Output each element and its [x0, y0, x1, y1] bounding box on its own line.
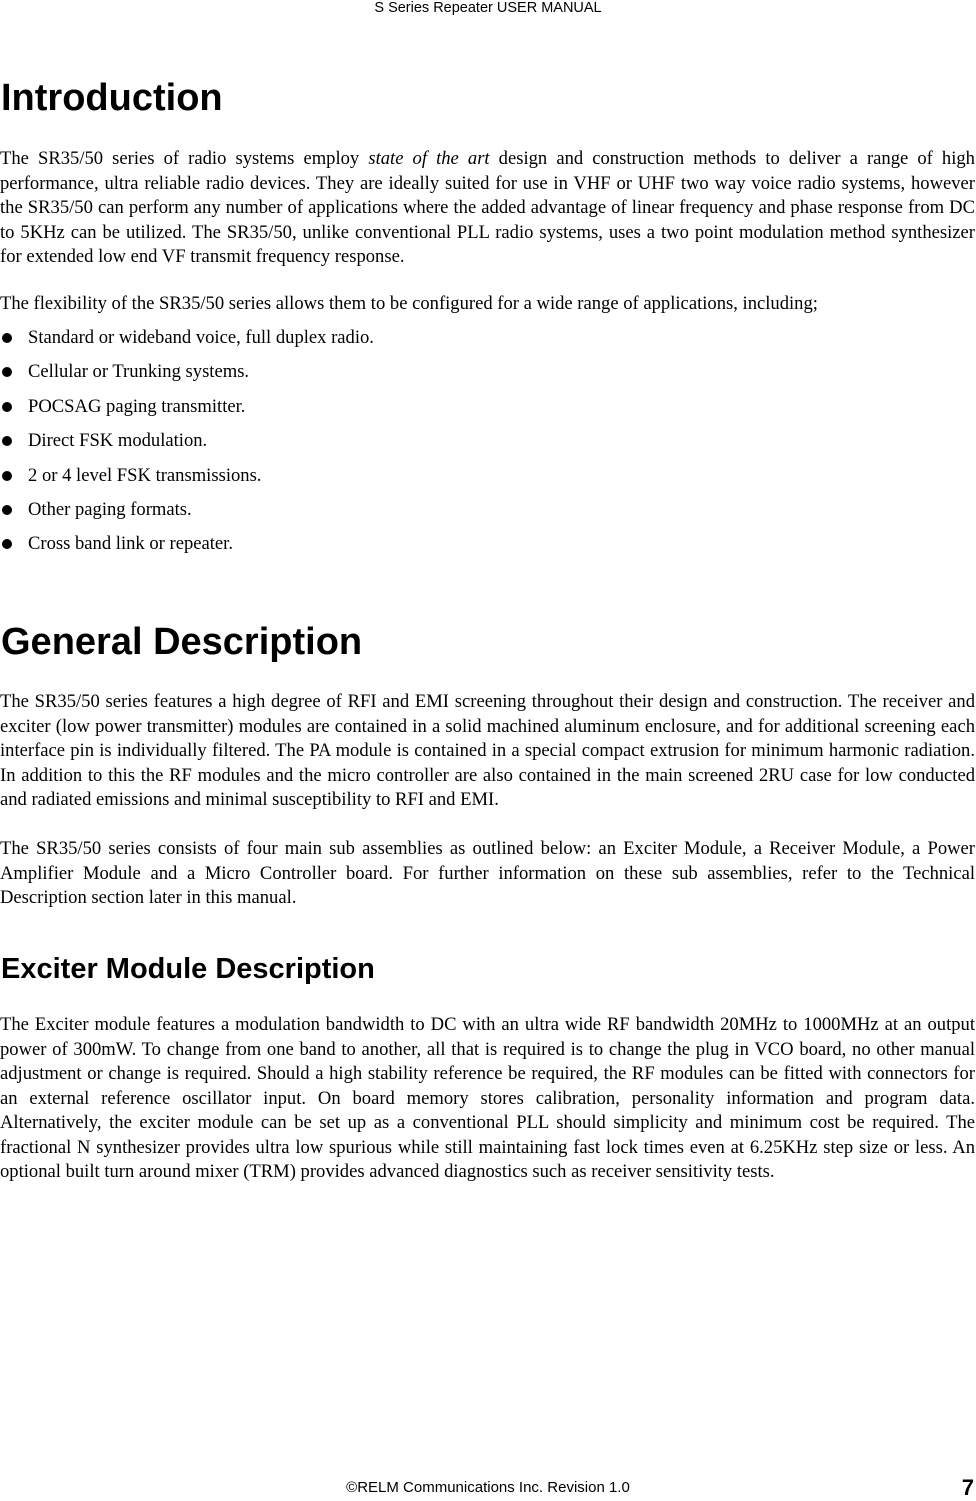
intro-text-before-emphasis: The SR35/50 series of radio systems employ: [0, 148, 369, 169]
intro-emphasis: state of the art: [368, 148, 490, 169]
footer-copyright: ©RELM Communications Inc. Revision 1.0: [346, 1479, 630, 1496]
list-item: [0, 395, 975, 429]
general-description-heading: General Description: [1, 621, 363, 663]
general-description-paragraph-1: The SR35/50 series features a high degree of RFI and EMI screening throughout their design and construction. The receiver and exciter (low power transmitter) modules are contained in a solid machined aluminum enclosure, and for additional screening each interface pin is individually filtered. The PA module is contained in a special compact extrusion for minimum harmonic radiation. In addition to this the RF modules and the micro controller are also contained in the main screened 2RU case for low conducted and radiated emissions and minimal susceptibility to RFI and EMI.: [0, 691, 975, 810]
list-item: [0, 326, 975, 360]
introduction-paragraph-2: The flexibility of the SR35/50 series allows them to be configured for a wide range of applications, including;: [0, 293, 818, 314]
intro-text-after-emphasis: design and construction methods to deliver a range of high performance, ultra reliable radio devices. They are ideally suited for use in VHF or UHF two way voice radio systems, however the SR35/50 can perform any number of applications where the added advantage of linear frequency and phase response from DC to 5KHz can be utilized. The SR35/50, unlike conventional PLL radio systems, uses a two point modulation method synthesizer for extended low end VF transmit frequency response.: [0, 148, 975, 267]
general-description-paragraph-2: The SR35/50 series consists of four main sub assemblies as outlined below: an Exciter Module, a Receiver Module, a Power Amplifier Module and a Micro Controller board. For further information on these sub assemblies, refer to the Technical Description section later in this manual.: [0, 838, 975, 908]
list-item-text: Direct FSK modulation.: [28, 430, 208, 452]
list-item: [0, 498, 975, 532]
bullet-icon: [2, 471, 12, 481]
running-header: S Series Repeater USER MANUAL: [374, 0, 602, 16]
bullet-icon: [2, 436, 12, 446]
bullet-icon: [2, 402, 12, 412]
list-item: [0, 360, 975, 394]
bullet-icon: [2, 333, 12, 343]
introduction-paragraph-1: [0, 147, 975, 270]
page-footer: [0, 1475, 976, 1500]
introduction-heading: Introduction: [1, 77, 223, 119]
list-item-text: 2 or 4 level FSK transmissions.: [28, 464, 262, 486]
page-number: 7: [961, 1475, 974, 1500]
list-item: [0, 429, 975, 463]
bullet-icon: [2, 505, 12, 515]
applications-list: [0, 326, 975, 567]
list-item-text: Cellular or Trunking systems.: [28, 361, 250, 383]
list-item-text: Other paging formats.: [28, 498, 192, 520]
bullet-icon: [2, 539, 12, 549]
list-item-text: Cross band link or repeater.: [28, 533, 233, 555]
exciter-module-heading: Exciter Module Description: [1, 953, 375, 985]
bullet-icon: [2, 367, 12, 377]
exciter-module-paragraph: The Exciter module features a modulation bandwidth to DC with an ultra wide RF bandwidth 20MHz to 1000MHz at an output power of 300mW. To change from one band to another, all that is required is to change the plug in VCO board, no other manual adjustment or change is required. Should a high stability reference be required, the RF modules can be fitted with connectors for an external reference oscillator input. On board memory stores calibration, personality information and program data. Alternatively, the exciter module can be set up as a conventional PLL should simplicity and minimum cost be required. The fractional N synthesizer provides ultra low spurious while still maintaining fast lock times even at 6.25KHz step size or less. An optional built turn around mixer (TRM) provides advanced diagnostics such as receiver sensitivity tests.: [0, 1014, 975, 1182]
list-item-text: POCSAG paging transmitter.: [28, 395, 246, 417]
list-item: [0, 464, 975, 498]
list-item: [0, 532, 975, 566]
list-item-text: Standard or wideband voice, full duplex radio.: [28, 327, 374, 348]
